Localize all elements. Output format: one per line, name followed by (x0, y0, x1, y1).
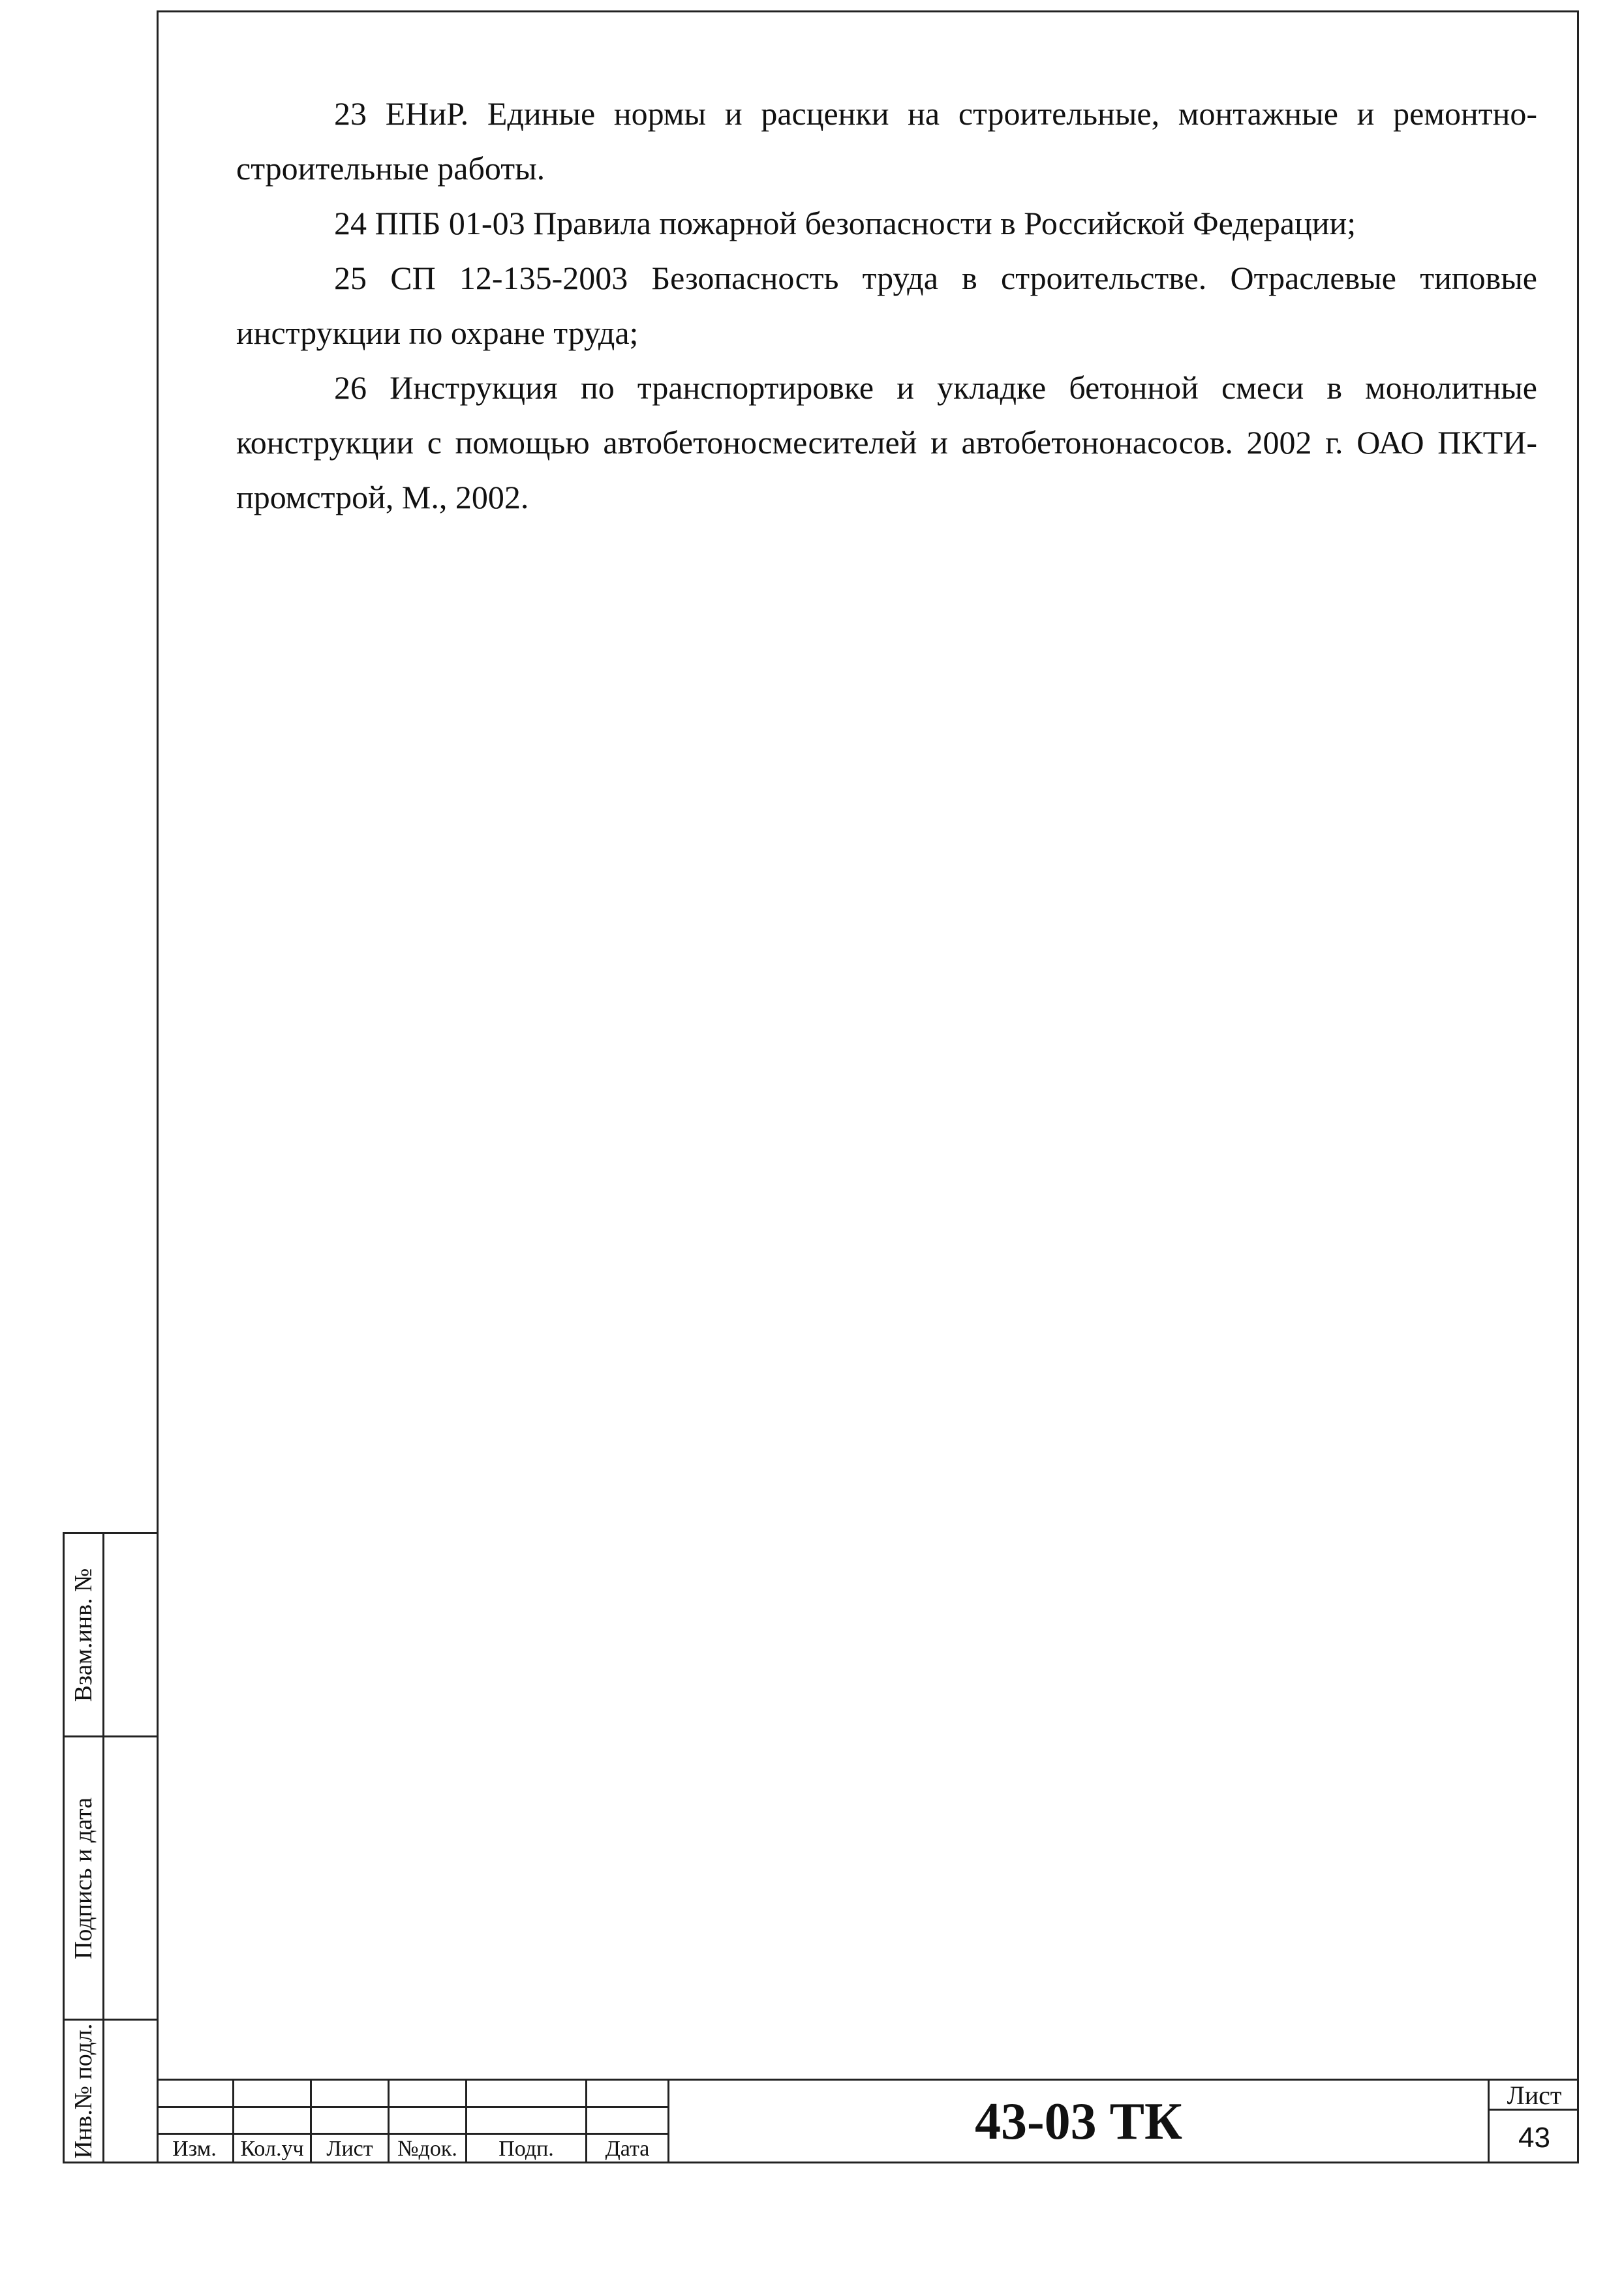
header-doc-number: №док. (390, 2133, 467, 2163)
reference-item-24: 24 ППБ 01-03 Правила пожарной безопасности в Российской Федерации; (334, 205, 1356, 241)
header-signature: Подп. (467, 2133, 587, 2163)
sheet-box (1490, 2079, 1579, 2163)
revision-cell (390, 2079, 467, 2106)
reference-item-23: 23 ЕНиР. Единые нормы и расценки на строительные, монтажные и ремонтно-строительные работы. (236, 95, 1537, 187)
side-row-original-inv (65, 2021, 159, 2162)
revision-grid (157, 2079, 669, 2163)
reference-item-25: 25 СП 12-135-2003 Безопасность труда в строительстве. Отраслевые типовые инструкции по охране труда; (236, 260, 1537, 351)
sheet-number: 43 (1518, 2122, 1550, 2154)
sheet-label: Лист (1490, 2081, 1579, 2111)
header-sheet: Лист (312, 2133, 390, 2163)
header-quantity: Кол.уч (234, 2133, 312, 2163)
side-stamp-strip (63, 1532, 159, 2163)
revision-cell (467, 2106, 587, 2133)
title-block (157, 2079, 1579, 2163)
revision-cell (157, 2079, 234, 2106)
revision-cell (234, 2079, 312, 2106)
revision-cell (157, 2106, 234, 2133)
revision-cell (587, 2079, 669, 2106)
side-label-signature-date: Подпись и дата (70, 1797, 97, 1959)
header-revision: Изм. (157, 2133, 234, 2163)
revision-cell (467, 2079, 587, 2106)
revision-cell (390, 2106, 467, 2133)
side-row-replacement-inv (65, 1534, 159, 1737)
side-row-signature-date (65, 1737, 159, 2021)
revision-cell (234, 2106, 312, 2133)
reference-item-26: 26 Инструкция по транспортировке и укладке бетонной смеси в монолитные конструкции с помощью автобетоносмесителей и автобетононасосов. 2002 г. ОАО ПКТИ-промстрой, М., 2002. (236, 369, 1537, 515)
document-body (236, 86, 1537, 525)
revision-cell (312, 2079, 390, 2106)
document-code: 43-03 ТК (669, 2079, 1490, 2163)
revision-cell (312, 2106, 390, 2133)
header-date: Дата (587, 2133, 669, 2163)
side-label-original-inv: Инв.№ подл. (70, 2023, 97, 2159)
side-label-replacement-inv: Взам.инв. № (70, 1568, 97, 1702)
revision-cell (587, 2106, 669, 2133)
